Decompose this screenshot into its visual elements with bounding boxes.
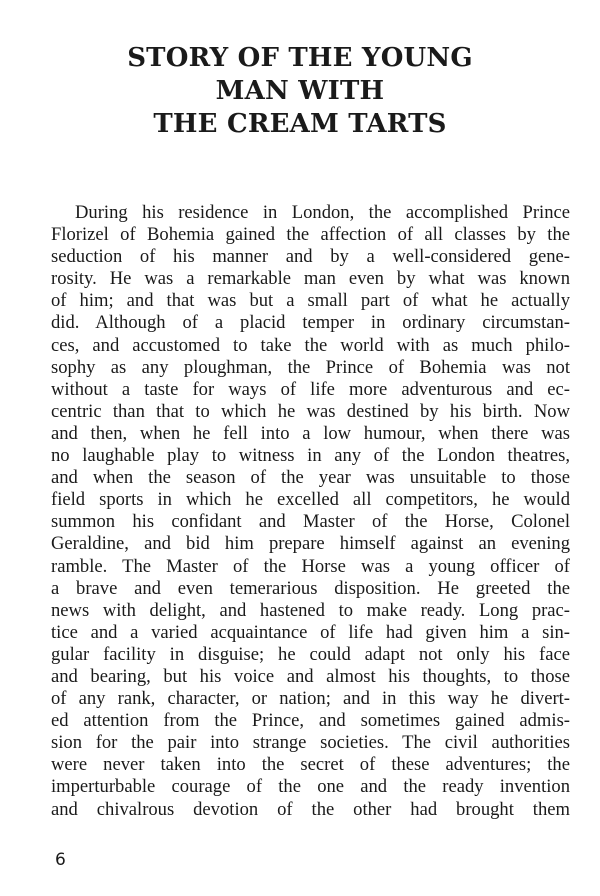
text-line: of him; and that was but a small part of what he actually <box>51 290 570 312</box>
text-line: were never taken into the secret of these adventures; the <box>51 754 570 776</box>
chapter-title-line: MAN WITH <box>215 76 385 106</box>
text-line: a brave and even temerarious disposition. He greeted the <box>51 577 570 599</box>
text-line: of any rank, character, or nation; and in this way he divert- <box>51 688 570 710</box>
text-line: without a taste for ways of life more adventurous and ec- <box>51 378 570 400</box>
text-line: and chivalrous devotion of the other had brought them <box>51 798 570 820</box>
text-line: ces, and accustomed to take the world with as much philo- <box>51 334 570 356</box>
text-line: sion for the pair into strange societies. The civil authorities <box>51 732 570 754</box>
chapter-title-line: THE CREAM TARTS <box>153 109 447 139</box>
text-line: imperturbable courage of the one and the ready invention <box>51 776 570 798</box>
body-paragraph <box>51 202 570 821</box>
text-line: and when the season of the year was unsuitable to those <box>51 467 570 489</box>
page-number: 6 <box>55 850 66 870</box>
text-line: did. Although of a placid temper in ordinary circumstan- <box>51 312 570 334</box>
chapter-title <box>40 42 560 141</box>
chapter-title-line: STORY OF THE YOUNG <box>127 43 473 73</box>
text-line: centric than that to which he was destined by his birth. Now <box>51 400 570 422</box>
text-line: seduction of his manner and by a well-considered gene- <box>51 246 570 268</box>
text-line: and bearing, but his voice and almost his thoughts, to those <box>51 665 570 687</box>
text-line: no laughable play to witness in any of the London theatres, <box>51 445 570 467</box>
text-line: and then, when he fell into a low humour, when there was <box>51 422 570 444</box>
text-line: field sports in which he excelled all competitors, he would <box>51 489 570 511</box>
text-line: ramble. The Master of the Horse was a young officer of <box>51 555 570 577</box>
text-line: ed attention from the Prince, and sometimes gained admis- <box>51 710 570 732</box>
text-line: Florizel of Bohemia gained the affection of all classes by the <box>51 224 570 246</box>
text-line: During his residence in London, the accomplished Prince <box>75 202 570 223</box>
text-line: tice and a varied acquaintance of life had given him a sin- <box>51 621 570 643</box>
text-line: gular facility in disguise; he could adapt not only his face <box>51 643 570 665</box>
text-line: rosity. He was a remarkable man even by what was known <box>51 268 570 290</box>
text-line: Geraldine, and bid him prepare himself against an evening <box>51 533 570 555</box>
text-line: news with delight, and hastened to make ready. Long prac- <box>51 599 570 621</box>
text-line: sophy as any ploughman, the Prince of Bohemia was not <box>51 356 570 378</box>
text-line: summon his confidant and Master of the Horse, Colonel <box>51 511 570 533</box>
